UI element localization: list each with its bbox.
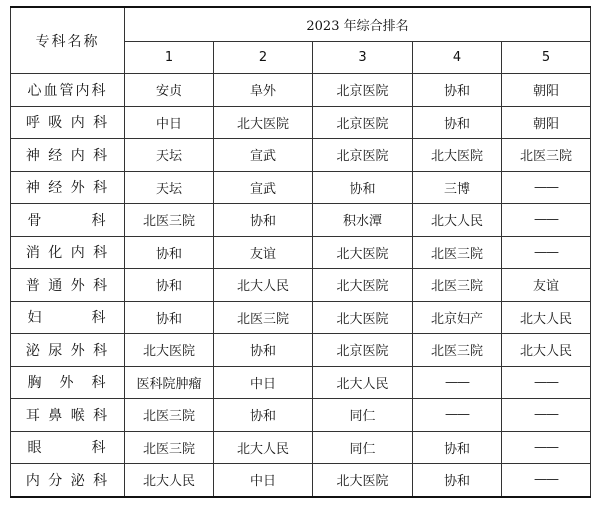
specialty-name: 心血管内科 [11,74,125,107]
hospital-ranking-table [10,6,591,498]
header-rank-3: 3 [313,42,413,74]
rank-2-hospital: 宣武 [214,139,313,172]
rank-3-hospital: 北大医院 [313,464,413,497]
rank-3-hospital: 北京医院 [313,139,413,172]
rank-5-hospital: —— [502,236,591,269]
rank-2-hospital: 协和 [214,399,313,432]
specialty-name: 普 通 外 科 [11,269,125,302]
header-rank-1: 1 [125,42,214,74]
header-rank-4: 4 [413,42,502,74]
rank-2-hospital: 中日 [214,464,313,497]
table-row [11,236,591,269]
table-row [11,366,591,399]
specialty-name: 内 分 泌 科 [11,464,125,497]
header-rank-5: 5 [502,42,591,74]
rank-2-hospital: 中日 [214,366,313,399]
rank-4-hospital: 北医三院 [413,269,502,302]
rank-3-hospital: 积水潭 [313,204,413,237]
rank-1-hospital: 北医三院 [125,399,214,432]
header-specialty: 专科名称 [11,7,125,74]
rank-3-hospital: 同仁 [313,431,413,464]
rank-3-hospital: 同仁 [313,399,413,432]
rank-2-hospital: 宣武 [214,171,313,204]
rank-1-hospital: 北大医院 [125,334,214,367]
rank-4-hospital: 协和 [413,464,502,497]
specialty-name: 神 经 内 科 [11,139,125,172]
rank-1-hospital: 天坛 [125,171,214,204]
table-row [11,431,591,464]
table-row [11,464,591,497]
table-row [11,269,591,302]
rank-3-hospital: 协和 [313,171,413,204]
header-ranking-group: 2023 年综合排名 [125,7,591,42]
rank-1-hospital: 北大人民 [125,464,214,497]
rank-2-hospital: 北医三院 [214,301,313,334]
rank-2-hospital: 协和 [214,204,313,237]
rank-1-hospital: 协和 [125,269,214,302]
rank-5-hospital: —— [502,399,591,432]
specialty-name: 骨 科 [11,204,125,237]
table-row [11,301,591,334]
rank-4-hospital: —— [413,399,502,432]
specialty-name: 胸 外 科 [11,366,125,399]
rank-3-hospital: 北京医院 [313,334,413,367]
ranking-table-container [10,6,591,498]
rank-1-hospital: 协和 [125,301,214,334]
rank-4-hospital: 北大医院 [413,139,502,172]
specialty-name: 泌 尿 外 科 [11,334,125,367]
rank-5-hospital: 北大人民 [502,334,591,367]
rank-5-hospital: —— [502,464,591,497]
rank-4-hospital: 北大人民 [413,204,502,237]
rank-2-hospital: 北大人民 [214,269,313,302]
specialty-name: 消 化 内 科 [11,236,125,269]
rank-4-hospital: 协和 [413,74,502,107]
rank-2-hospital: 北大人民 [214,431,313,464]
table-row [11,204,591,237]
rank-4-hospital: 北医三院 [413,236,502,269]
rank-4-hospital: 协和 [413,431,502,464]
header-rank-2: 2 [214,42,313,74]
rank-5-hospital: 友谊 [502,269,591,302]
specialty-name: 妇 科 [11,301,125,334]
rank-1-hospital: 天坛 [125,139,214,172]
rank-1-hospital: 医科院肿瘤 [125,366,214,399]
rank-2-hospital: 友谊 [214,236,313,269]
rank-5-hospital: —— [502,366,591,399]
table-row [11,74,591,107]
rank-5-hospital: —— [502,171,591,204]
rank-5-hospital: 朝阳 [502,74,591,107]
rank-3-hospital: 北京医院 [313,106,413,139]
rank-5-hospital: 北医三院 [502,139,591,172]
table-row [11,399,591,432]
rank-2-hospital: 协和 [214,334,313,367]
specialty-name: 神 经 外 科 [11,171,125,204]
rank-2-hospital: 阜外 [214,74,313,107]
rank-4-hospital: 协和 [413,106,502,139]
specialty-name: 呼 吸 内 科 [11,106,125,139]
rank-4-hospital: 北医三院 [413,334,502,367]
rank-4-hospital: 北京妇产 [413,301,502,334]
table-row [11,139,591,172]
rank-5-hospital: —— [502,431,591,464]
rank-3-hospital: 北大医院 [313,269,413,302]
table-row [11,334,591,367]
rank-5-hospital: —— [502,204,591,237]
rank-5-hospital: 北大人民 [502,301,591,334]
rank-1-hospital: 安贞 [125,74,214,107]
rank-3-hospital: 北大医院 [313,301,413,334]
rank-3-hospital: 北京医院 [313,74,413,107]
rank-3-hospital: 北大人民 [313,366,413,399]
specialty-name: 眼 科 [11,431,125,464]
rank-3-hospital: 北大医院 [313,236,413,269]
table-row [11,171,591,204]
rank-1-hospital: 中日 [125,106,214,139]
rank-2-hospital: 北大医院 [214,106,313,139]
rank-4-hospital: —— [413,366,502,399]
rank-4-hospital: 三博 [413,171,502,204]
ranking-table-body [11,74,591,497]
specialty-name: 耳 鼻 喉 科 [11,399,125,432]
rank-1-hospital: 协和 [125,236,214,269]
table-row [11,106,591,139]
rank-1-hospital: 北医三院 [125,204,214,237]
rank-1-hospital: 北医三院 [125,431,214,464]
rank-5-hospital: 朝阳 [502,106,591,139]
